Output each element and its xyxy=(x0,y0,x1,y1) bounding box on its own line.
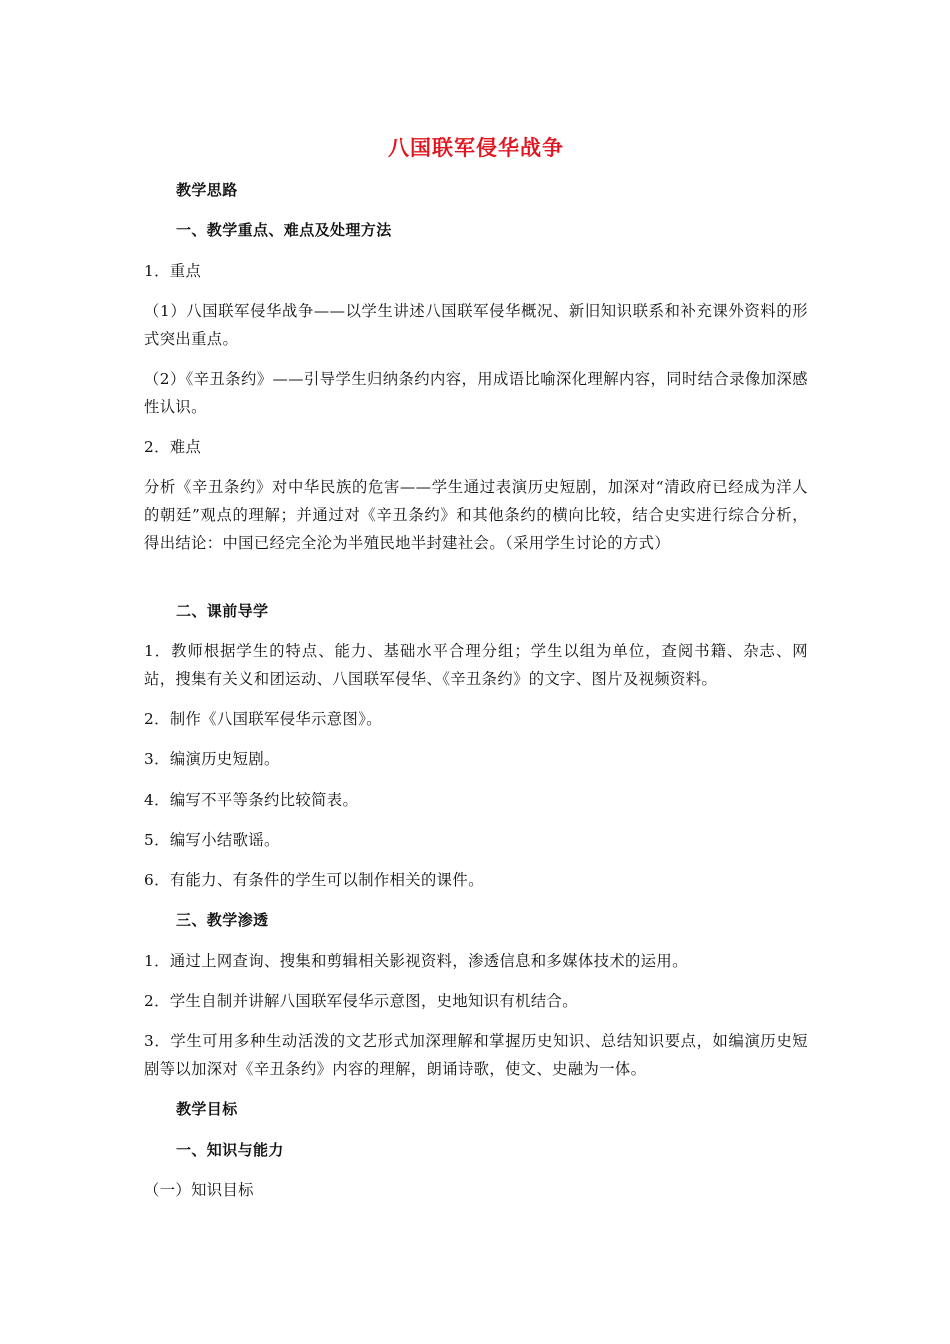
paragraph-pre-class-4: 4．编写不平等条约比较简表。 xyxy=(144,791,359,809)
heading-knowledge-ability: 一、知识与能力 xyxy=(176,1141,284,1159)
item-difficulty-label: 2．难点 xyxy=(144,438,202,456)
paragraph-integration-2: 2．学生自制并讲解八国联军侵华示意图，史地知识有机结合。 xyxy=(144,992,578,1010)
paragraph-difficulty: 分析《辛丑条约》对中华民族的危害——学生通过表演历史短剧，加深对“清政府已经成为洋人的朝廷”观点的理解；并通过对《辛丑条约》和其他条约的横向比较，结合史实进行综合分析，得出结论：中国已经完全沦为半殖民地半封建社会。（采用学生讨论的方式） xyxy=(144,478,808,552)
paragraph-pre-class-1: 1．教师根据学生的特点、能力、基础水平合理分组；学生以组为单位，查阅书籍、杂志、网站，搜集有关义和团运动、八国联军侵华、《辛丑条约》的文字、图片及视频资料。 xyxy=(144,642,808,688)
paragraph-pre-class-3: 3．编演历史短剧。 xyxy=(144,750,280,768)
paragraph-pre-class-6: 6．有能力、有条件的学生可以制作相关的课件。 xyxy=(144,871,484,889)
document-title: 八国联军侵华战争 xyxy=(388,136,564,160)
heading-pre-class: 二、课前导学 xyxy=(176,602,269,620)
paragraph-pre-class-5: 5．编写小结歌谣。 xyxy=(144,831,280,849)
heading-key-points: 一、教学重点、难点及处理方法 xyxy=(176,221,392,239)
paragraph-key-point-2: （2）《辛丑条约》——引导学生归纳条约内容，用成语比喻深化理解内容，同时结合录像加深感性认识。 xyxy=(144,370,808,416)
paragraph-integration-1: 1．通过上网查询、搜集和剪辑相关影视资料，渗透信息和多媒体技术的运用。 xyxy=(144,952,688,970)
heading-integration: 三、教学渗透 xyxy=(176,911,269,929)
item-key-point-label: 1．重点 xyxy=(144,262,202,280)
paragraph-integration-3: 3．学生可用多种生动活泼的文艺形式加深理解和掌握历史知识、总结知识要点，如编演历史短剧等以加深对《辛丑条约》内容的理解，朗诵诗歌，使文、史融为一体。 xyxy=(144,1032,808,1078)
heading-teaching-goals: 教学目标 xyxy=(176,1100,238,1118)
paragraph-pre-class-2: 2．制作《八国联军侵华示意图》。 xyxy=(144,710,382,728)
heading-teaching-approach: 教学思路 xyxy=(176,181,238,199)
item-knowledge-goal: （一）知识目标 xyxy=(144,1181,254,1199)
paragraph-key-point-1: （1）八国联军侵华战争——以学生讲述八国联军侵华概况、新旧知识联系和补充课外资料的形式突出重点。 xyxy=(144,302,808,348)
